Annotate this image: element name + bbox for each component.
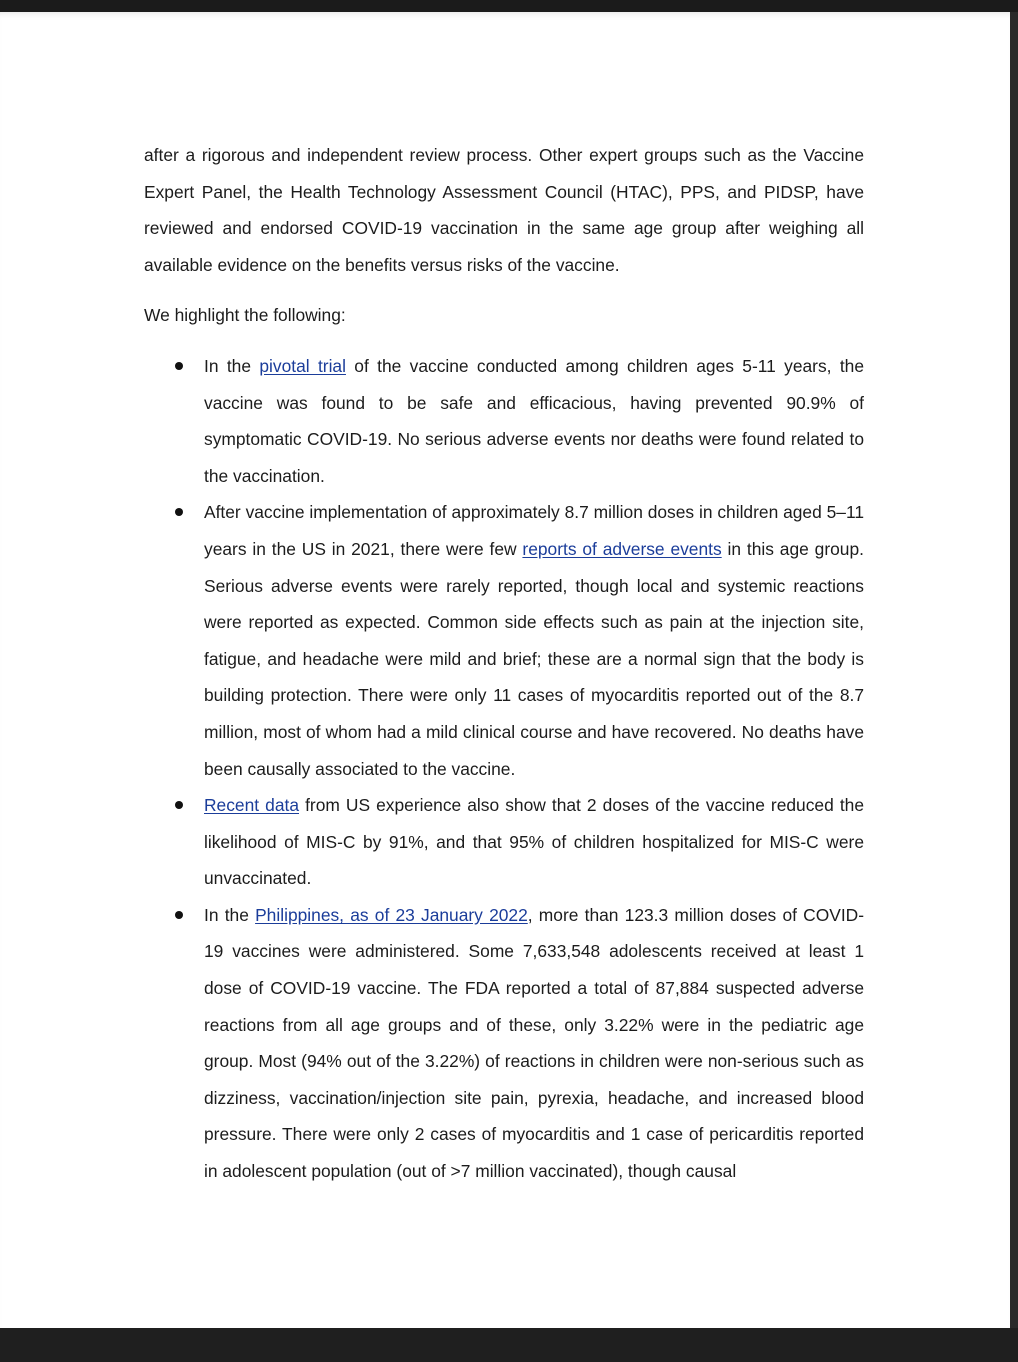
intro-paragraph: after a rigorous and independent review process. Other expert groups such as the Vaccine Expert Panel, the Health Technology Assessment Council (HTAC), PPS, and PIDSP, have reviewed and endorsed COVID-19 vaccination in the same age group after weighing all available evidence on the benefits versus risks of the vaccine. [144,145,864,275]
list-item [144,897,864,1190]
viewer-top-bar [0,0,1018,12]
bullet-icon [175,362,183,370]
recent-data-link[interactable]: Recent data [204,795,300,816]
bullet-icon [175,508,183,516]
highlight-heading: We highlight the following: [144,305,346,326]
bullet-text-post: , more than 123.3 million doses of COVID-19 vaccines were administered. Some 7,633,548 adolescents received at least 1 dose of COVID-19 vaccine. The FDA reported a total of 87,884 suspected adverse reactions from all age groups and of these, only 3.22% were in the pediatric age group. Most (94% out of the 3.22%) of reactions in children were non-serious such as dizziness, vaccination/injection site pain, pyrexia, headache, and increased blood pressure. There were only 2 cases of myocarditis and 1 case of pericarditis reported in adolescent population (out of >7 million vaccinated), though causal [204,904,865,1182]
list-item [144,494,864,787]
list-item [144,787,864,897]
philippines-data-link[interactable]: Philippines, as of 23 January 2022 [255,904,528,925]
adverse-events-reports-link[interactable]: reports of adverse events [522,538,722,559]
bullet-text-post: from US experience also show that 2 doses of the vaccine reduced the likelihood of MIS-C by 91%, and that 95% of children hospitalized for MIS-C were unvaccinated. [204,795,864,889]
list-item [144,348,864,494]
bullet-icon [175,801,183,809]
bullet-text-post: of the vaccine conducted among children ages 5-11 years, the vaccine was found to be safe and efficacious, having prevented 90.9% of symptomatic COVID-19. No serious adverse events nor deaths were found related to the vaccination. [204,355,864,486]
bullet-text-pre: In the [204,904,256,925]
document-page [0,12,1010,1328]
bullet-list [144,348,864,1190]
bullet-icon [175,911,183,919]
document-content [144,137,864,1190]
bullet-text-pre: In the [204,355,260,376]
viewer-right-edge [1010,12,1018,1328]
viewer-bottom-bar [0,1328,1018,1362]
pivotal-trial-link[interactable]: pivotal trial [259,355,346,376]
bullet-text-pre: After vaccine implementation of approximately 8.7 million doses in children aged 5–11 years in the US in 2021, there were few [204,502,864,559]
bullet-text-post: in this age group. Serious adverse events were rarely reported, though local and systemic reactions were reported as expected. Common side effects such as pain at the injection site, fatigue, and headache were mild and brief; these are a normal sign that the body is building protection. There were only 11 cases of myocarditis reported out of the 8.7 million, most of whom had a mild clinical course and have recovered. No deaths have been causally associated to the vaccine. [204,538,864,779]
